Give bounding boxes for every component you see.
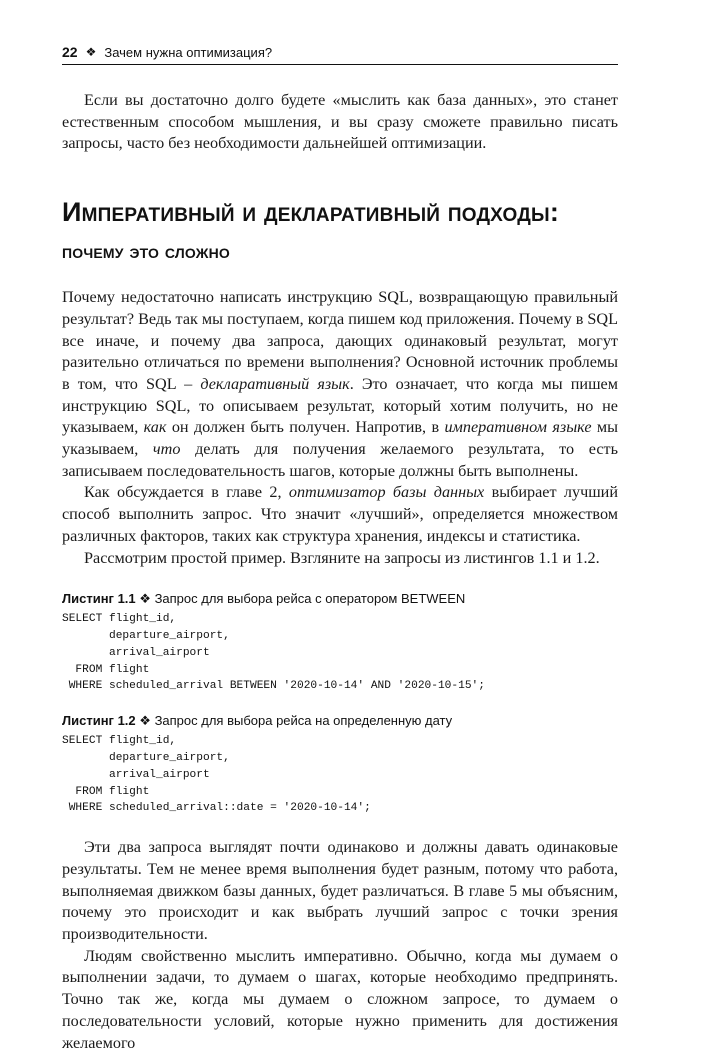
emphasis: оптимизатор базы данных	[288, 483, 485, 502]
emphasis: как	[143, 418, 167, 437]
listing-label: Листинг 1.2	[62, 713, 136, 729]
section-title-line-1: Императивный и декларативный подходы:	[62, 197, 560, 228]
paragraph-comparison: Эти два запроса выглядят почти одинаково и должны давать одинаковые результаты. Тем не менее время выполнения будет разным, потому что работа, выполняемая движком базы данных, будет различаться. В главе 5 мы объясним, почему это происходит и как выбрать лучший запрос с точки зрения производительности.	[62, 838, 618, 944]
diamond-separator-icon: ❖	[85, 45, 97, 59]
listing-caption-text: Запрос для выбора рейса на определенную дату	[154, 713, 453, 729]
page	[62, 44, 618, 1054]
page-number: 22	[62, 44, 78, 60]
intro-paragraph: Если вы достаточно долго будете «мыслить как база данных», это станет естественным способом мышления, и вы сразу сможете правильно писать запросы, часто без необходимости дальнейшей оптимизации.	[62, 91, 618, 153]
diamond-separator-icon: ❖	[139, 713, 151, 729]
paragraph-imperative-thinking: Людям свойственно мыслить императивно. Обычно, когда мы думаем о выполнении задачи, то думаем о шагах, которые необходимо предпринять. Точно так же, когда мы думаем о сложном запросе, то думаем о последовательности условий, которые нужно применить для достижения желаемого	[62, 946, 618, 1052]
paragraph-example-intro: Рассмотрим простой пример. Взгляните на запросы из листингов 1.1 и 1.2.	[84, 548, 600, 567]
code-listing: SELECT flight_id, departure_airport, arrival_airport FROM flight WHERE scheduled_arrival::date = '2020-10-14';	[62, 735, 371, 815]
code-listing: SELECT flight_id, departure_airport, arrival_airport FROM flight WHERE scheduled_arrival BETWEEN '2020-10-14' AND '2020-10-15';	[62, 613, 485, 693]
paragraph-optimizer: Как обсуждается в главе 2, оптимизатор базы данных выбирает лучший способ выполнить запрос. Что значит «лучший», определяется множеством различных факторов, таких как структура хранения, индексы и статистика.	[62, 483, 619, 545]
diamond-separator-icon: ❖	[139, 591, 151, 607]
chapter-title: Зачем нужна оптимизация?	[104, 44, 273, 60]
listing-caption	[62, 591, 618, 607]
listing-label: Листинг 1.1	[62, 591, 136, 607]
emphasis: декларативный язык	[200, 374, 350, 393]
running-head	[62, 44, 618, 65]
emphasis: императивном языке	[444, 418, 592, 437]
paragraph-declarative: Почему недостаточно написать инструкцию SQL, возвращающую правильный результат? Ведь так мы поступаем, когда пишем код приложения. Почему в SQL все иначе, и почему два запроса, дающих одинаковый результат, могут разительно отличаться по времени выполнения? Основной источник проблемы в том, что SQL – декларативный язык. Это означает, что когда мы пишем инструкцию SQL, то описываем результат, который хотим получить, но не указываем, как он должен быть получен. Напротив, в императивном языке мы указываем, что делать для получения желаемого результата, то есть записываем последовательность шагов, которые должны быть выполнены.	[62, 288, 618, 480]
section-title-line-2: почему это сложно	[62, 241, 231, 264]
listing-caption	[62, 713, 618, 729]
emphasis: что	[152, 440, 181, 459]
listing-caption-text: Запрос для выбора рейса с оператором BETWEEN	[154, 591, 466, 607]
